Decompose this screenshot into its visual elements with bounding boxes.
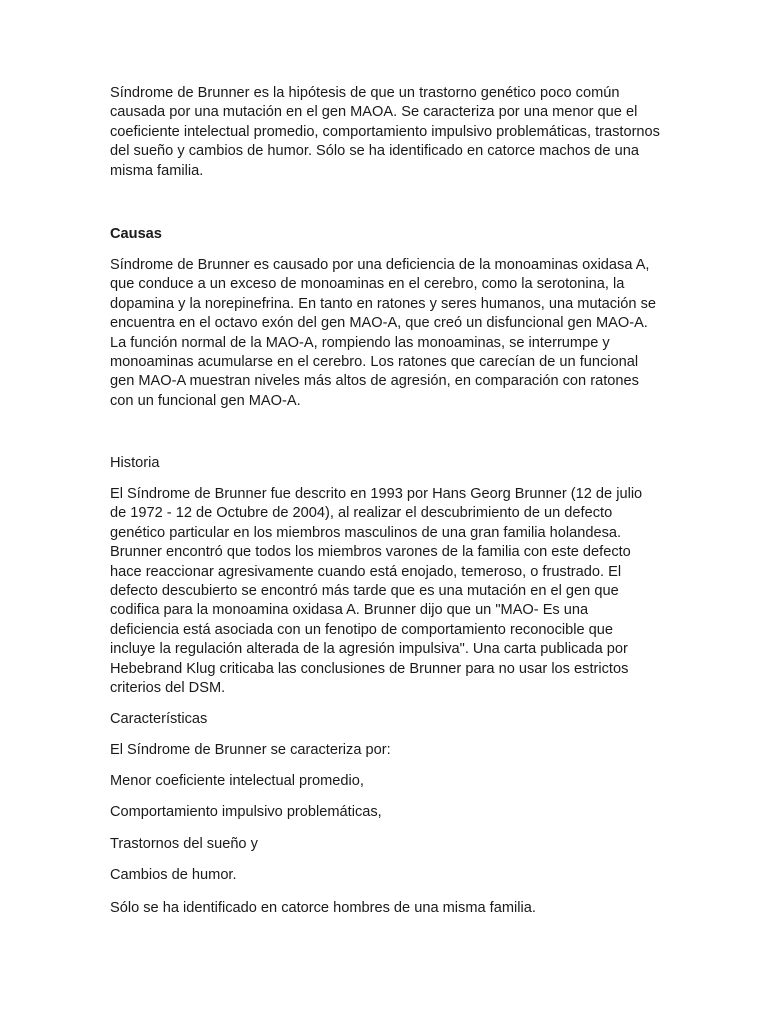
- intro-paragraph: Síndrome de Brunner es la hipótesis de que un trastorno genético poco común causada por una mutación en el gen MAOA. Se caracteriza por una menor que el coeficiente intelectual promedio, comportamiento impulsivo problemáticas, trastornos del sueño y cambios de humor. Sólo se ha identificado en catorce machos de una misma familia.: [110, 85, 660, 179]
- characteristics-item: Cambios de humor.: [110, 867, 237, 883]
- characteristics-intro: El Síndrome de Brunner se caracteriza por:: [110, 742, 391, 758]
- history-heading: Historia: [110, 455, 160, 471]
- causes-heading: Causas: [110, 226, 162, 242]
- characteristics-item: Trastornos del sueño y: [110, 836, 258, 852]
- characteristics-heading: Características: [110, 711, 208, 727]
- characteristics-item: Menor coeficiente intelectual promedio,: [110, 773, 364, 789]
- history-paragraph: El Síndrome de Brunner fue descrito en 1993 por Hans Georg Brunner (12 de julio de 1972 - 12 de Octubre de 2004), al realizar el descubrimiento de un defecto genético particular en los miembros masculinos de una gran familia holandesa. Brunner encontró que todos los miembros varones de la familia con este defecto hace reaccionar agresivamente cuando está enojado, temeroso, o frustrado. El defecto descubierto se encontró más tarde que es una mutación en el gen que codifica para la monoamina oxidasa A. Brunner dijo que un "MAO- Es una deficiencia está asociada con un fenotipo de comportamiento reconocible que incluye la regulación alterada de la agresión impulsiva". Una carta publicada por Hebebrand Klug criticaba las conclusiones de Brunner para no usar los estrictos criterios del DSM.: [110, 486, 643, 697]
- causes-paragraph: Síndrome de Brunner es causado por una deficiencia de la monoaminas oxidasa A, que conduce a un exceso de monoaminas en el cerebro, como la serotonina, la dopamina y la norepinefrina. En tanto en ratones y seres humanos, una mutación se encuentra en el octavo exón del gen MAO-A, que creó un disfuncional gen MAO-A. La función normal de la MAO-A, rompiendo las monoaminas, se interrumpe y monoaminas acumularse en el cerebro. Los ratones que carecían de un funcional gen MAO-A muestran niveles más altos de agresión, en comparación con ratones con un funcional gen MAO-A.: [110, 257, 656, 409]
- characteristics-item: Comportamiento impulsivo problemáticas,: [110, 804, 382, 820]
- closing-paragraph: Sólo se ha identificado en catorce hombres de una misma familia.: [110, 900, 536, 916]
